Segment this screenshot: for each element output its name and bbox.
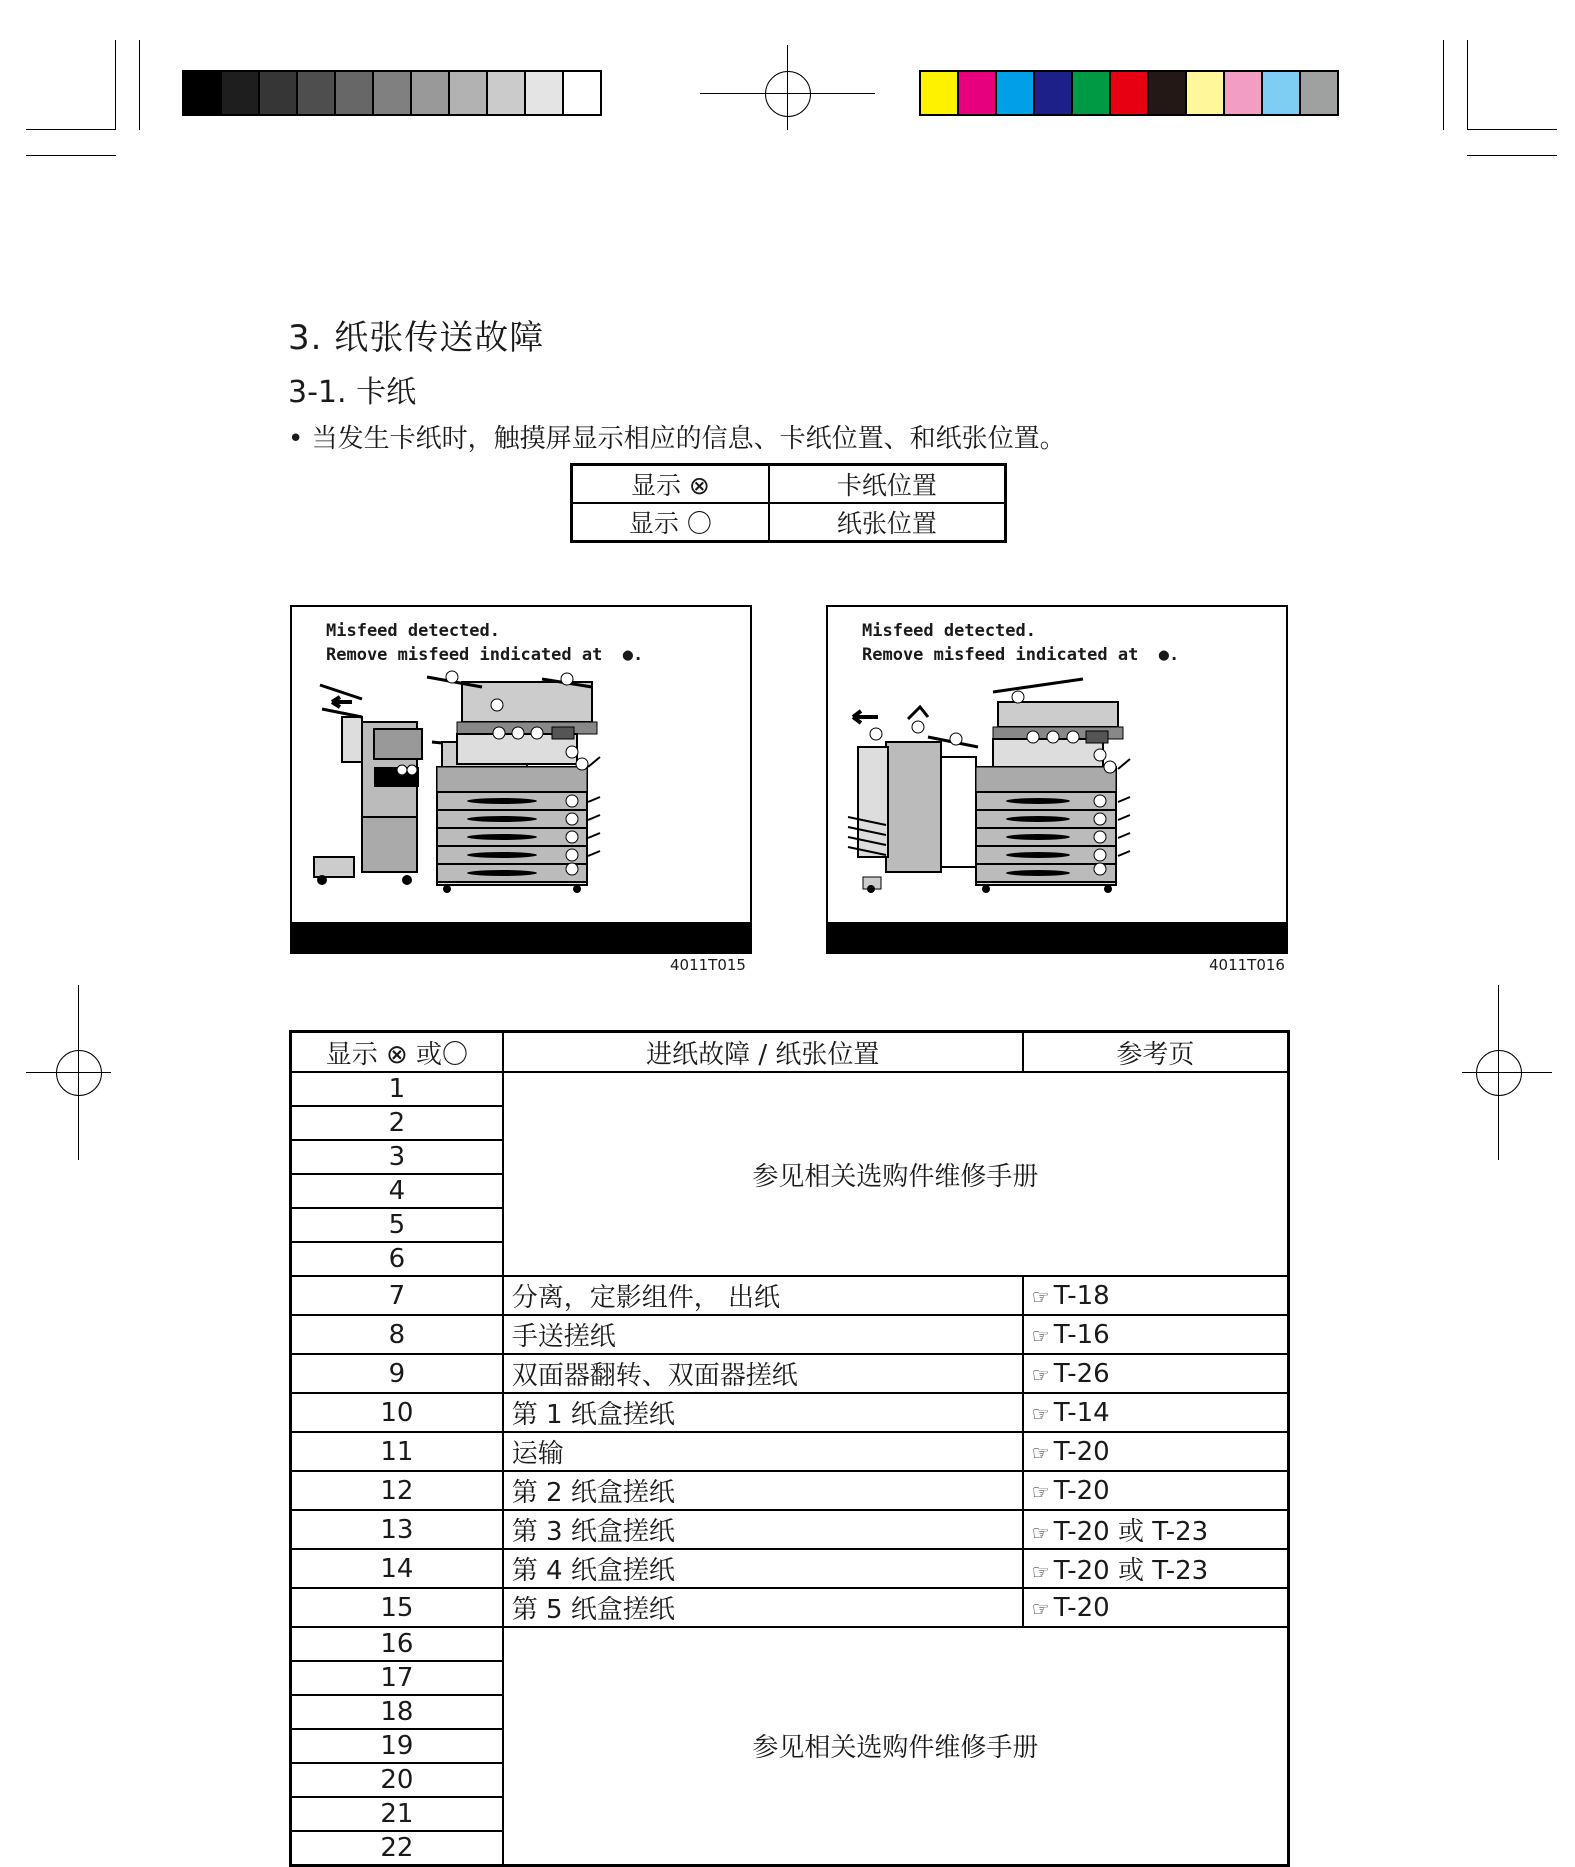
column-header: 参考页 [1023,1032,1289,1073]
message-line-2: Remove misfeed indicated at ●. [326,645,644,665]
misfeed-location: 双面器翻转、双面器搓纸 [503,1354,1023,1393]
option-manual-note: 参见相关选购件维修手册 [503,1627,1289,1865]
reference-page-link[interactable]: T-20 或 T-23 [1053,1556,1209,1586]
legend-symbol: 显示 〇 [572,503,769,542]
display-number: 12 [291,1471,503,1510]
misfeed-location: 第 2 纸盒搓纸 [503,1471,1023,1510]
legend-meaning: 纸张位置 [769,503,1006,542]
pointing-hand-icon: ☞ [1031,1401,1050,1426]
reference-page-link[interactable]: T-20 [1053,1592,1110,1623]
display-number: 21 [291,1797,503,1831]
misfeed-location: 分离，定影组件， 出纸 [503,1276,1023,1315]
pointing-hand-icon: ☞ [1031,1284,1050,1309]
display-number: 17 [291,1661,503,1695]
color-swatch [336,72,374,114]
display-number: 5 [291,1208,503,1242]
screen-floor [828,922,1286,952]
message-line-2: Remove misfeed indicated at ●. [862,645,1180,665]
color-swatch [260,72,298,114]
subsection-heading: 3-1. 卡纸 [288,375,417,410]
misfeed-location-table [289,1030,1290,1867]
screen-message [862,619,1179,667]
display-number: 2 [291,1106,503,1140]
color-swatch [412,72,450,114]
color-swatch [959,72,997,114]
display-number: 4 [291,1174,503,1208]
reference-page-link[interactable]: T-14 [1053,1397,1110,1428]
color-swatch [222,72,260,114]
misfeed-location: 运输 [503,1432,1023,1471]
color-swatch [1225,72,1263,114]
reference-page [1023,1510,1289,1549]
table-row [291,1315,1289,1354]
section-heading: 3. 纸张传送故障 [288,318,545,358]
table-row [291,1354,1289,1393]
color-swatch [298,72,336,114]
intro-bullet [288,418,1066,455]
color-swatch [1111,72,1149,114]
bullet-dot-icon: • [288,424,304,454]
color-swatch [1073,72,1111,114]
reference-page-link[interactable]: T-26 [1053,1358,1110,1389]
display-number: 14 [291,1549,503,1588]
legend-symbol: 显示 ⊗ [572,465,769,504]
misfeed-location: 第 1 纸盒搓纸 [503,1393,1023,1432]
reference-page [1023,1432,1289,1471]
display-number: 1 [291,1072,503,1106]
color-swatch [1187,72,1225,114]
display-number: 18 [291,1695,503,1729]
display-number: 19 [291,1729,503,1763]
color-swatch [184,72,222,114]
symbol-legend-table [570,463,1007,543]
reference-page-link[interactable]: T-20 [1053,1475,1110,1506]
color-swatch [1263,72,1301,114]
table-header-row [291,1032,1289,1073]
pointing-hand-icon: ☞ [1031,1596,1050,1621]
color-swatch [997,72,1035,114]
color-swatch [374,72,412,114]
color-swatch [526,72,564,114]
display-number: 22 [291,1831,503,1865]
figure-code: 4011T015 [670,956,746,974]
table-row [291,1549,1289,1588]
color-swatch [564,72,600,114]
message-line-1: Misfeed detected. [326,621,500,641]
reference-page-link[interactable]: T-18 [1053,1280,1110,1311]
reference-page [1023,1354,1289,1393]
grayscale-bar [182,70,602,116]
display-number: 6 [291,1242,503,1276]
color-swatch [921,72,959,114]
reference-page-link[interactable]: T-20 [1053,1436,1110,1467]
reference-page-link[interactable]: T-20 或 T-23 [1053,1517,1209,1547]
table-row [291,1276,1289,1315]
table-row [291,1588,1289,1627]
display-number: 20 [291,1763,503,1797]
reference-page [1023,1588,1289,1627]
reference-page [1023,1549,1289,1588]
figure-code: 4011T016 [1209,956,1285,974]
display-number: 11 [291,1432,503,1471]
color-bar [919,70,1339,116]
reference-page-link[interactable]: T-16 [1053,1319,1110,1350]
display-number: 15 [291,1588,503,1627]
pointing-hand-icon: ☞ [1031,1323,1050,1348]
display-number: 8 [291,1315,503,1354]
pointing-hand-icon: ☞ [1031,1560,1050,1584]
misfeed-screen-2 [826,605,1288,954]
display-number: 10 [291,1393,503,1432]
reference-page [1023,1393,1289,1432]
screen-message [326,619,643,667]
color-swatch [1035,72,1073,114]
misfeed-location: 手送搓纸 [503,1315,1023,1354]
screen-floor [292,922,750,952]
pointing-hand-icon: ☞ [1031,1440,1050,1465]
misfeed-location: 第 4 纸盒搓纸 [503,1549,1023,1588]
display-number: 13 [291,1510,503,1549]
pointing-hand-icon: ☞ [1031,1521,1050,1545]
table-row [291,1471,1289,1510]
table-row [291,1627,1289,1661]
reference-page [1023,1471,1289,1510]
color-swatch [488,72,526,114]
pointing-hand-icon: ☞ [1031,1362,1050,1387]
pointing-hand-icon: ☞ [1031,1479,1050,1504]
table-row [291,1510,1289,1549]
option-manual-note: 参见相关选购件维修手册 [503,1072,1289,1276]
column-header: 显示 ⊗ 或〇 [291,1032,503,1073]
display-number: 16 [291,1627,503,1661]
display-number: 7 [291,1276,503,1315]
misfeed-location: 第 5 纸盒搓纸 [503,1588,1023,1627]
display-number: 3 [291,1140,503,1174]
message-line-1: Misfeed detected. [862,621,1036,641]
reference-page [1023,1315,1289,1354]
table-row [291,1432,1289,1471]
display-number: 9 [291,1354,503,1393]
misfeed-screen-1 [290,605,752,954]
color-swatch [1149,72,1187,114]
table-row [291,1393,1289,1432]
color-swatch [450,72,488,114]
bullet-text: 当发生卡纸时，触摸屏显示相应的信息、卡纸位置、和纸张位置。 [311,424,1066,454]
column-header: 进纸故障 / 纸张位置 [503,1032,1023,1073]
color-swatch [1301,72,1337,114]
reference-page [1023,1276,1289,1315]
table-row [291,1072,1289,1106]
misfeed-location: 第 3 纸盒搓纸 [503,1510,1023,1549]
legend-meaning: 卡纸位置 [769,465,1006,504]
